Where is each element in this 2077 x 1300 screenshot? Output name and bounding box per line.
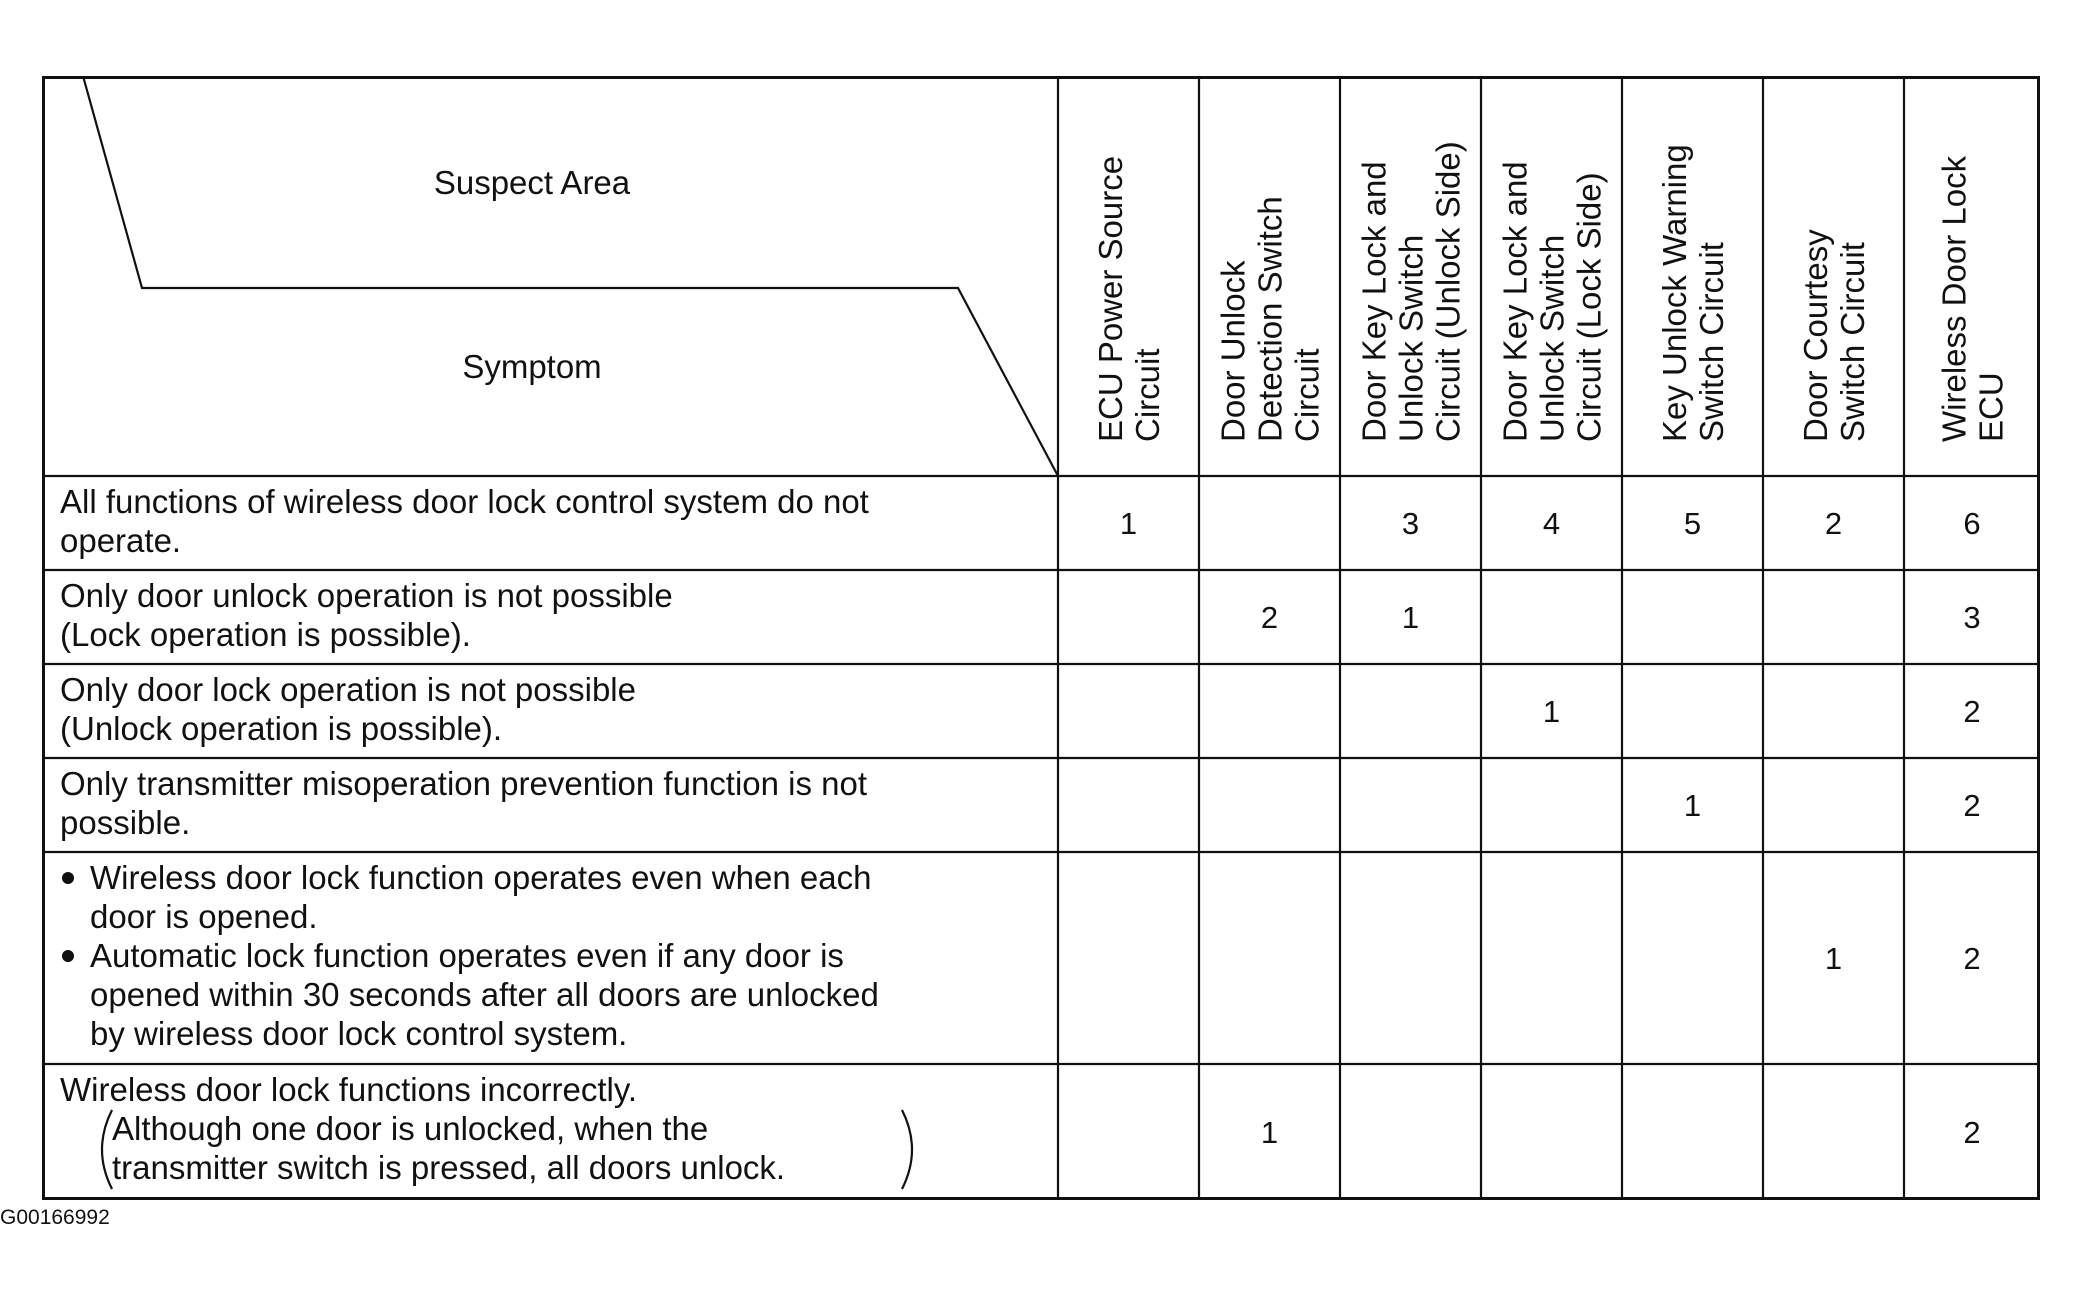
- priority-value: 1: [1119, 506, 1138, 541]
- priority-value: 1: [1683, 788, 1702, 823]
- bullet-icon: [62, 872, 74, 884]
- column-header-line: ECU: [1972, 372, 2010, 442]
- priority-value: 2: [1963, 941, 1981, 976]
- symptom-label: Symptom: [462, 348, 602, 385]
- symptom-cell: [60, 577, 673, 653]
- column-header-line: Switch Circuit: [1693, 242, 1730, 442]
- priority-values: [1120, 506, 1981, 1150]
- column-header-line: Circuit (Unlock Side): [1429, 141, 1467, 442]
- symptom-cell: [60, 765, 867, 841]
- symptom-paren-line: transmitter switch is pressed, all doors unlock.: [112, 1149, 786, 1186]
- left-parenthesis: [102, 1110, 112, 1189]
- symptom-line: Wireless door lock function operates even when each: [90, 859, 872, 896]
- figure-id: G00166992: [0, 1206, 110, 1229]
- column-header-line: Circuit (Lock Side): [1570, 172, 1608, 442]
- priority-value: 6: [1963, 506, 1981, 541]
- symptom-line: possible.: [60, 804, 191, 841]
- column-header-line: Key Unlock Warning: [1656, 144, 1693, 442]
- column-header-line: Unlock Switch: [1392, 234, 1430, 442]
- column-header-line: Door Key Lock and: [1355, 161, 1393, 442]
- troubleshooting-matrix: [42, 76, 2040, 1200]
- priority-value: 1: [1824, 941, 1843, 976]
- symptom-line: All functions of wireless door lock control system do not: [60, 483, 869, 520]
- symptom-cell: [60, 483, 869, 559]
- symptom-line: Only door unlock operation is not possible: [60, 577, 673, 614]
- symptom-line: Only transmitter misoperation prevention function is not: [60, 765, 868, 802]
- column-header-line: Door Courtesy: [1797, 229, 1834, 442]
- symptom-cell: [60, 671, 636, 747]
- symptom-line: Automatic lock function operates even if any door is: [90, 937, 844, 974]
- column-header: [1215, 196, 1326, 442]
- priority-value: 5: [1683, 506, 1702, 541]
- column-header: [1092, 156, 1166, 442]
- column-header-line: Door Unlock: [1214, 260, 1252, 442]
- symptom-line: by wireless door lock control system.: [90, 1015, 628, 1052]
- column-header-line: Switch Circuit: [1834, 242, 1871, 442]
- symptom-cell: [62, 859, 879, 1052]
- header-corner: [83, 76, 1058, 476]
- column-header: [1936, 155, 2010, 442]
- symptom-line: door is opened.: [90, 898, 318, 935]
- column-header: [1497, 161, 1608, 442]
- priority-value: 2: [1260, 600, 1279, 635]
- column-header-line: Unlock Switch: [1533, 234, 1571, 442]
- symptom-line: operate.: [60, 522, 182, 559]
- bullet-icon: [62, 950, 74, 962]
- priority-value: 3: [1401, 506, 1420, 541]
- suspect-area-label: Suspect Area: [433, 164, 631, 201]
- priority-value: 2: [1963, 1115, 1981, 1150]
- column-header: [1656, 144, 1730, 442]
- column-header-line: Wireless Door Lock: [1935, 155, 1973, 442]
- column-header-line: ECU Power Source: [1092, 155, 1129, 442]
- symptom-paren-line: Although one door is unlocked, when the: [112, 1110, 709, 1147]
- column-header: [1356, 141, 1467, 442]
- column-header-line: Circuit: [1288, 348, 1326, 442]
- column-header: [1797, 229, 1871, 442]
- symptom-line: (Unlock operation is possible).: [60, 710, 503, 747]
- priority-value: 2: [1963, 788, 1981, 823]
- symptom-column: [60, 483, 912, 1189]
- priority-value: 2: [1824, 506, 1843, 541]
- column-header-line: Door Key Lock and: [1496, 161, 1534, 442]
- priority-value: 4: [1542, 506, 1561, 541]
- symptom-line: opened within 30 seconds after all doors are unlocked: [90, 976, 879, 1013]
- symptom-line: Wireless door lock functions incorrectly.: [60, 1071, 638, 1108]
- priority-value: 2: [1963, 694, 1981, 729]
- column-headers: [1092, 141, 2010, 442]
- corner-divider-line: [83, 76, 1058, 476]
- column-header-line: Circuit: [1129, 348, 1166, 442]
- symptom-line: Only door lock operation is not possible: [60, 671, 636, 708]
- right-parenthesis: [902, 1110, 912, 1189]
- symptom-line: (Lock operation is possible).: [60, 616, 471, 653]
- priority-value: 1: [1401, 600, 1420, 635]
- priority-value: 1: [1542, 694, 1561, 729]
- priority-value: 1: [1260, 1115, 1279, 1150]
- priority-value: 3: [1963, 600, 1981, 635]
- symptom-cell: [60, 1071, 912, 1189]
- column-header-line: Detection Switch: [1251, 196, 1289, 442]
